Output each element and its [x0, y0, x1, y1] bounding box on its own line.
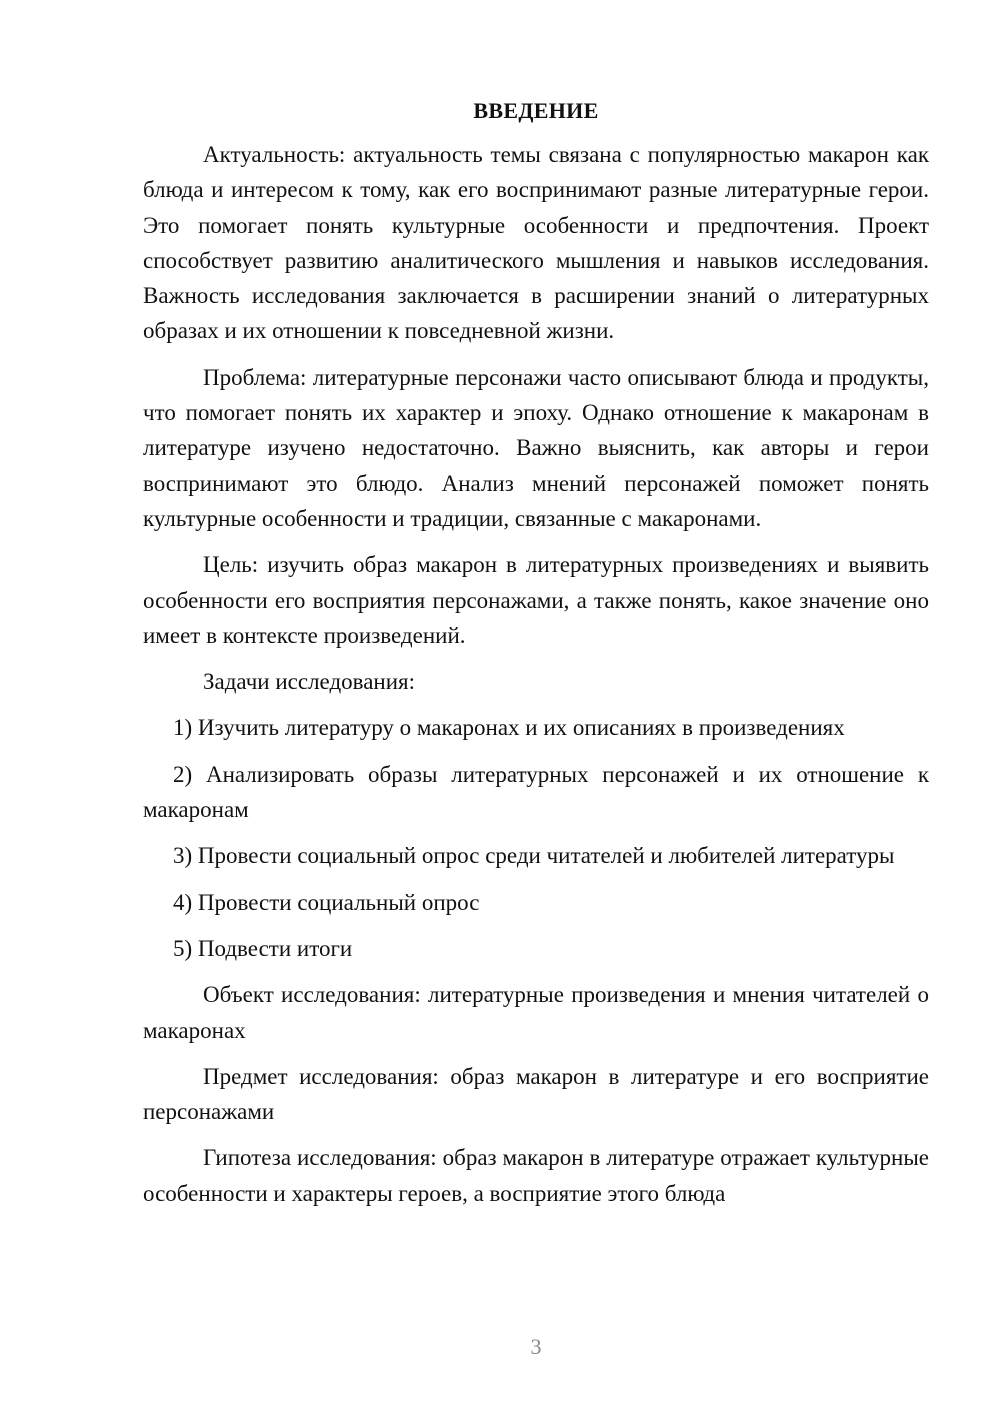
goal-paragraph: Цель: изучить образ макарон в литературных произведениях и выявить особенности его восприятия персонажами, а также понять, какое значение оно имеет в контексте произведений.: [143, 552, 929, 648]
object-paragraph: Объект исследования: литературные произведения и мнения читателей о макаронах: [143, 982, 929, 1043]
hypothesis-paragraph: Гипотеза исследования: образ макарон в литературе отражает культурные особенности и характеры героев, а восприятие этого блюда: [143, 1145, 929, 1206]
problem-paragraph: Проблема: литературные персонажи часто описывают блюда и продукты, что помогает понять их характер и эпоху. Однако отношение к макаронам в литературе изучено недостаточно. Важно выяснить, как авторы и герои воспринимают это блюдо. Анализ мнений персонажей поможет понять культурные особенности и традиции, связанные с макаронами.: [143, 364, 929, 531]
tasks-heading: Задачи исследования:: [203, 669, 416, 695]
page-number: 3: [530, 1334, 542, 1359]
task-item-2: 2) Анализировать образы литературных персонажей и их отношение к макаронам: [143, 761, 929, 823]
section-title: ВВЕДЕНИЕ: [473, 98, 599, 123]
subject-paragraph: Предмет исследования: образ макарон в литературе и его восприятие персонажами: [143, 1063, 929, 1125]
task-item-1: 1) Изучить литературу о макаронах и их описаниях в произведениях: [173, 715, 845, 741]
task-item-3: 3) Провести социальный опрос среди читателей и любителей литературы: [173, 843, 895, 869]
task-item-4: 4) Провести социальный опрос: [173, 889, 480, 915]
task-item-5: 5) Подвести итоги: [173, 935, 353, 961]
document-body: [143, 95, 929, 1222]
relevance-paragraph: Актуальность: актуальность темы связана с популярностью макарон как блюда и интересом к тому, как его воспринимают разные литературные герои. Это помогает понять культурные особенности и предпочтения. Проект способствует развитию аналитического мышления и навыков исследования. Важность исследования заключается в расширении знаний о литературных образах и их отношении к повседневной жизни.: [143, 142, 929, 344]
